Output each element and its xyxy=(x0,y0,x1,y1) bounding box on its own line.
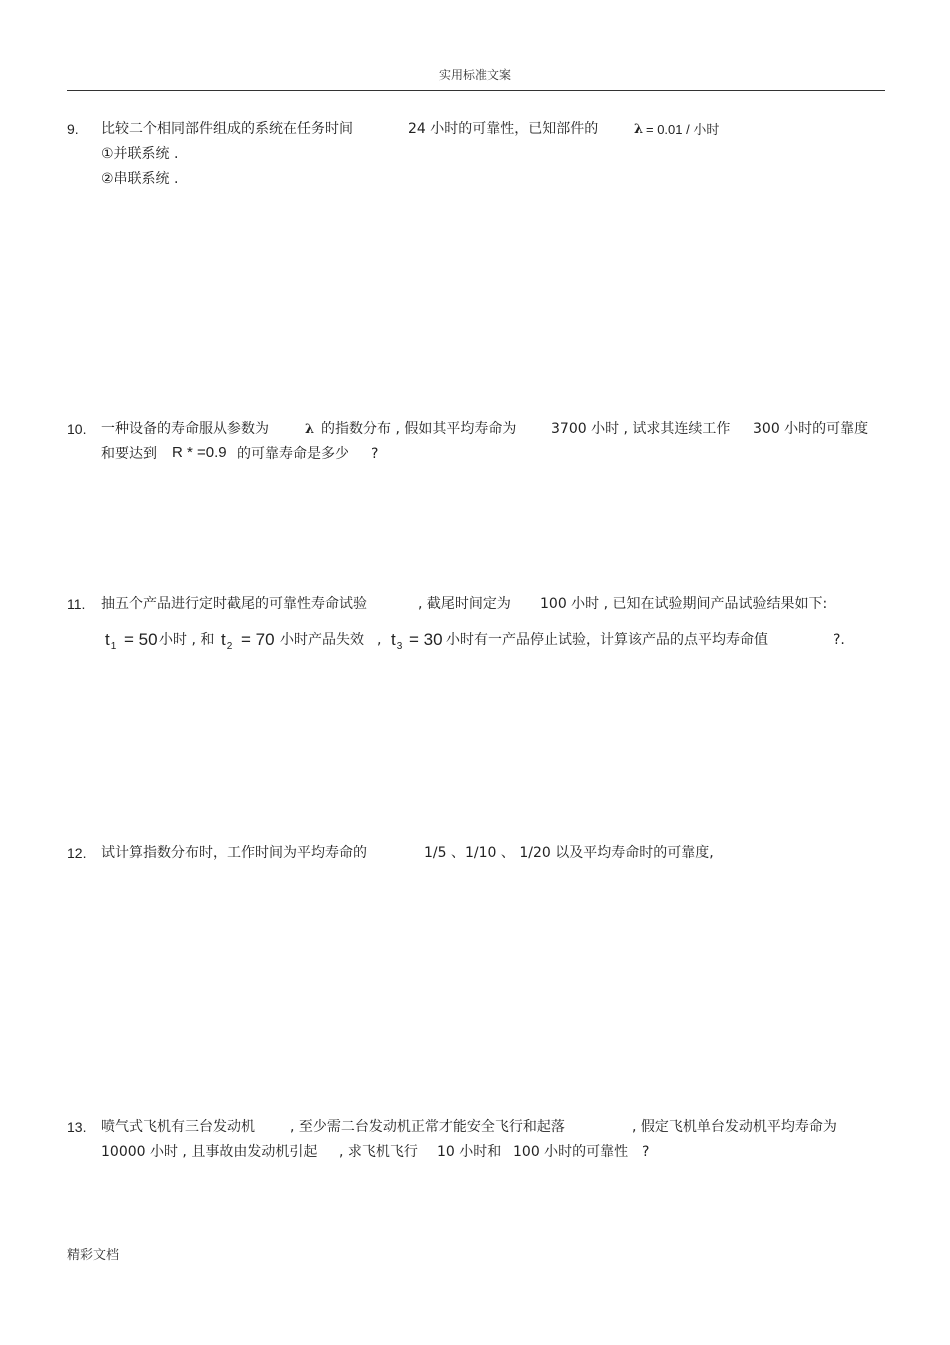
question-text: 100 小时 , 已知在试验期间产品试验结果如下: xyxy=(540,596,828,612)
time-t2: $t_2$ xyxy=(221,630,233,652)
time-t3: $t_3$ xyxy=(391,630,403,652)
question-number: 11. xyxy=(67,596,86,612)
question-text: 3700 小时 , 试求其连续工作 xyxy=(551,421,731,437)
time-t1-value: = 50 xyxy=(124,630,158,649)
question-text: , 假定飞机单台发动机平均寿命为 xyxy=(632,1119,837,1135)
question-text: 的可靠寿命是多少 xyxy=(237,446,349,462)
question-text: 比较二个相同部件组成的系统在任务时间 xyxy=(101,121,353,137)
question-text: 24 小时的可靠性，已知部件的 xyxy=(408,121,599,137)
question-text: 300 小时的可靠度 xyxy=(753,421,869,437)
page-header: 实用标准文案 xyxy=(438,68,511,82)
time-t1: $t_1$ xyxy=(105,630,117,652)
question-mark: ? xyxy=(642,1144,650,1160)
question-text: 10 小时和 xyxy=(437,1144,502,1160)
question-text: 一种设备的寿命服从参数为 xyxy=(101,421,269,437)
question-number: 13. xyxy=(67,1119,87,1135)
lambda-symbol: λ xyxy=(634,122,644,137)
question-text: 1/5 、1/10 、 1/20 以及平均寿命时的可靠度, xyxy=(424,845,714,861)
option-parallel: ①并联系统 . xyxy=(101,146,179,162)
question-text: 试计算指数分布时，工作时间为平均寿命的 xyxy=(101,845,367,861)
question-text: 小时产品失效 xyxy=(280,632,364,648)
question-text: 100 小时的可靠性 xyxy=(513,1144,629,1160)
question-text: 的指数分布 , 假如其平均寿命为 xyxy=(321,421,517,437)
time-t2-value: = 70 xyxy=(241,630,275,649)
question-number: 9. xyxy=(67,121,79,137)
lambda-value: = 0.01 / 小时 xyxy=(646,122,720,137)
reliability-target: R * =0.9 xyxy=(172,444,227,461)
question-text: 小时 , 和 xyxy=(159,632,215,648)
page-footer: 精彩文档 xyxy=(67,1248,120,1263)
question-text: , 至少需二台发动机正常才能安全飞行和起落 xyxy=(290,1119,565,1135)
option-series: ②串联系统 . xyxy=(101,171,179,187)
question-text: 抽五个产品进行定时截尾的可靠性寿命试验 xyxy=(101,596,367,612)
question-mark: ?. xyxy=(833,632,845,648)
question-text: 喷气式飞机有三台发动机 xyxy=(101,1119,255,1135)
lambda-symbol: λ xyxy=(305,422,315,437)
question-text: 10000 小时 , 且事故由发动机引起 xyxy=(101,1144,318,1160)
header-rule xyxy=(67,90,885,91)
question-text: , 求飞机飞行 xyxy=(339,1144,418,1160)
question-mark: ? xyxy=(371,446,379,462)
question-text: , xyxy=(377,632,382,648)
question-number: 12. xyxy=(67,845,87,861)
time-t3-value: = 30 xyxy=(409,630,443,649)
question-text: 和要达到 xyxy=(101,446,157,462)
question-text: 小时有一产品停止试验，计算该产品的点平均寿命值 xyxy=(446,632,768,648)
question-text: , 截尾时间定为 xyxy=(418,596,511,612)
question-number: 10. xyxy=(67,421,87,437)
